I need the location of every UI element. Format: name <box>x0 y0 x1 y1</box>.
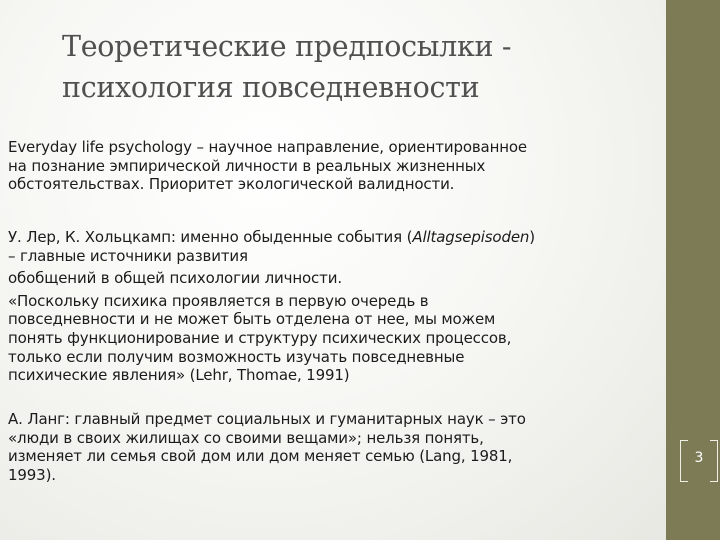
slide-title <box>62 26 642 108</box>
text-line: «Поскольку психика проявляется в первую очередь в <box>8 291 429 310</box>
text-run: ) <box>529 228 535 246</box>
text-line: на познание эмпирической личности в реальных жизненных <box>8 156 486 175</box>
paragraph-lang <box>8 410 526 484</box>
slide-title-line-2: психология повседневности <box>62 71 480 104</box>
text-line: психические явления» (Lehr, Thomae, 1991) <box>8 366 350 385</box>
text-line: – главные источники развития <box>8 246 248 265</box>
text-line <box>8 228 535 247</box>
text-line: понять функционирование и структуру психических процессов, <box>8 328 512 347</box>
paragraph-lehr-holzkamp <box>8 228 535 385</box>
text-line: только если получим возможность изучать повседневные <box>8 347 465 366</box>
text-line: обстоятельствах. Приоритет экологической валидности. <box>8 175 455 194</box>
text-run: У. Лер, К. Хольцкамп: именно обыденные события ( <box>8 228 413 246</box>
text-line: изменяет ли семья свой дом или дом меняет семью (Lang, 1981, <box>8 447 513 466</box>
page-number-badge <box>680 440 720 482</box>
text-line: «люди в своих жилищах со своими вещами»; нельзя понять, <box>8 428 484 447</box>
paragraph-definition <box>8 138 527 194</box>
text-line: А. Ланг: главный предмет социальных и гуманитарных наук – это <box>8 410 526 428</box>
page-number: 3 <box>694 450 704 466</box>
italic-term: Alltagsepisoden <box>412 228 530 246</box>
text-line: повседневности и не может быть отделена от нее, мы можем <box>8 310 496 329</box>
slide-title-line-1: Теоретические предпосылки - <box>62 30 512 63</box>
text-line: Everyday life psychology – научное направление, ориентированное <box>8 138 528 156</box>
text-line: 1993). <box>8 465 56 484</box>
text-line: обобщений в общей психологии личности. <box>8 269 342 288</box>
